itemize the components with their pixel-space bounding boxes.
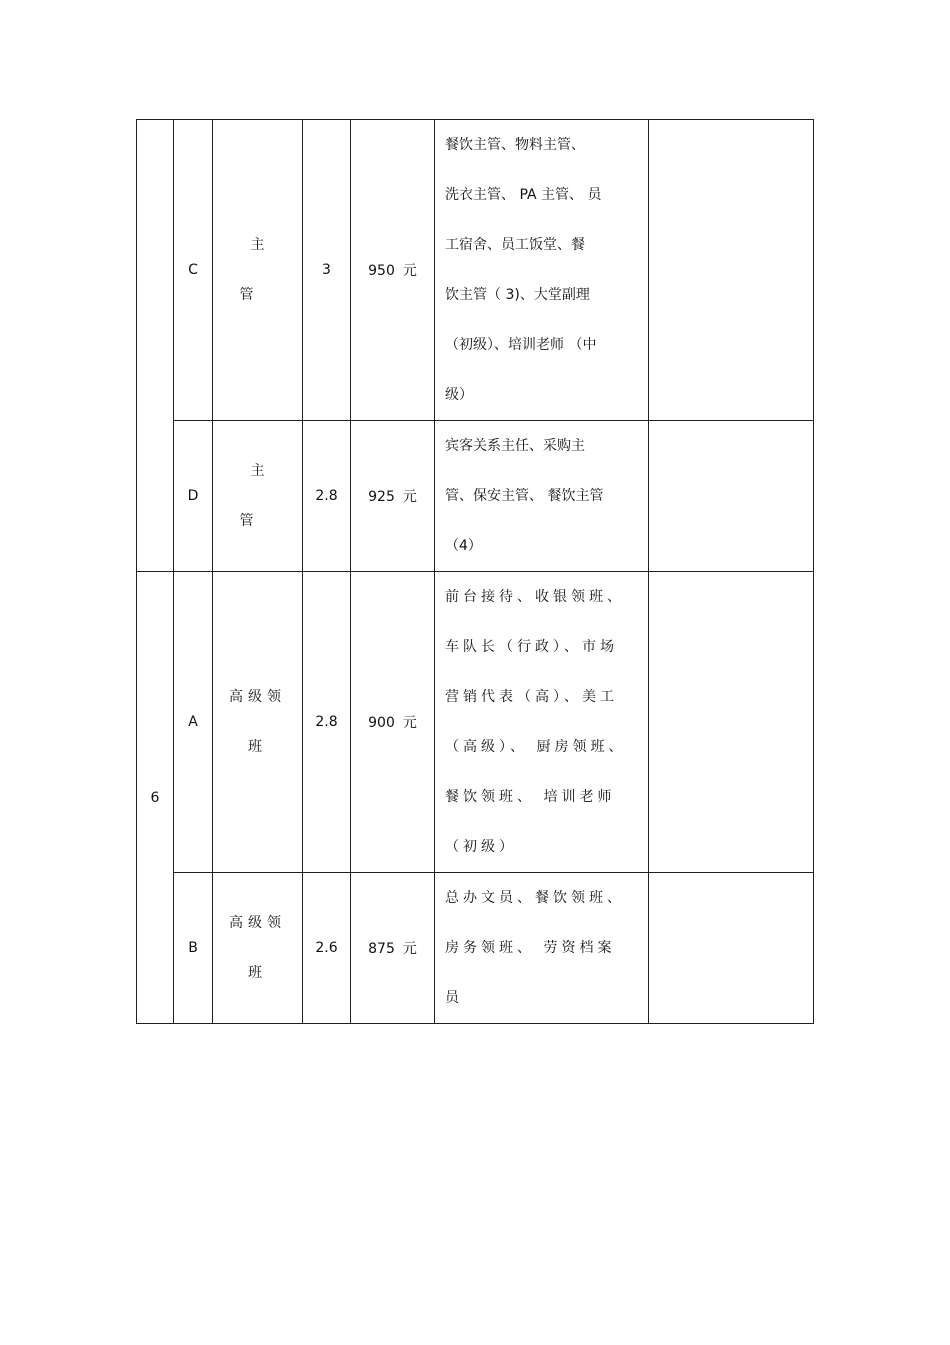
title-text: 班 bbox=[248, 965, 267, 981]
wage-unit: 元 bbox=[402, 263, 417, 279]
positions-line: 级） bbox=[445, 387, 473, 403]
positions-line: 宾客关系主任、采购主 bbox=[445, 438, 585, 454]
positions-line: 工宿舍、员工饭堂、餐 bbox=[445, 237, 585, 253]
coefficient-cell: 2.8 bbox=[303, 421, 351, 572]
coefficient-cell: 2.6 bbox=[303, 873, 351, 1024]
wage-cell bbox=[351, 572, 435, 873]
title-text: 主管 bbox=[239, 463, 287, 529]
wage-amount: 875 bbox=[368, 941, 395, 957]
group-number-cell: 6 bbox=[137, 572, 174, 1024]
positions-line: 洗衣主管、 PA 主管、 员 bbox=[445, 187, 602, 203]
wage-amount: 900 bbox=[368, 715, 395, 731]
positions-line: 房务领班、 劳资档案 bbox=[445, 940, 616, 956]
title-text: 主管 bbox=[239, 237, 287, 303]
wage-unit: 元 bbox=[402, 715, 417, 731]
wage-cell bbox=[351, 873, 435, 1024]
positions-line: （初级） bbox=[445, 839, 517, 855]
coefficient-cell: 2.8 bbox=[303, 572, 351, 873]
table-row bbox=[137, 873, 814, 1024]
title-cell bbox=[213, 572, 303, 873]
title-text: 高级领 bbox=[229, 915, 286, 931]
positions-cell bbox=[435, 120, 649, 421]
positions-cell bbox=[435, 572, 649, 873]
note-cell bbox=[649, 873, 814, 1024]
positions-line: （4） bbox=[445, 538, 482, 554]
level-cell: C bbox=[174, 120, 213, 421]
positions-line: 饮主管（ 3)、大堂副理 bbox=[445, 287, 590, 303]
note-cell bbox=[649, 120, 814, 421]
positions-line: （高级）、 厨房领班、 bbox=[445, 739, 627, 755]
group-number-cell bbox=[137, 120, 174, 572]
positions-line: 车队长（行政）、市场 bbox=[445, 639, 618, 655]
salary-grade-table bbox=[136, 119, 814, 1024]
table-row bbox=[137, 120, 814, 421]
positions-line: 餐饮主管、物料主管、 bbox=[445, 137, 585, 153]
wage-unit: 元 bbox=[402, 941, 417, 957]
positions-line: 员 bbox=[445, 990, 463, 1006]
wage-amount: 950 bbox=[368, 263, 395, 279]
title-cell bbox=[213, 120, 303, 421]
positions-line: 管、保安主管、 餐饮主管 bbox=[445, 488, 604, 504]
note-cell bbox=[649, 421, 814, 572]
wage-amount: 925 bbox=[368, 489, 395, 505]
level-cell: A bbox=[174, 572, 213, 873]
positions-line: 营销代表（高）、美工 bbox=[445, 689, 618, 705]
table-row bbox=[137, 572, 814, 873]
positions-line: （初级）、培训老师 （中 bbox=[445, 337, 597, 353]
wage-cell bbox=[351, 120, 435, 421]
title-cell bbox=[213, 873, 303, 1024]
note-cell bbox=[649, 572, 814, 873]
positions-line: 前台接待、收银领班、 bbox=[445, 589, 625, 605]
positions-cell bbox=[435, 873, 649, 1024]
title-cell bbox=[213, 421, 303, 572]
positions-line: 餐饮领班、 培训老师 bbox=[445, 789, 616, 805]
level-cell: D bbox=[174, 421, 213, 572]
wage-cell bbox=[351, 421, 435, 572]
level-cell: B bbox=[174, 873, 213, 1024]
title-text: 高级领 bbox=[229, 689, 286, 705]
coefficient-cell: 3 bbox=[303, 120, 351, 421]
title-text: 班 bbox=[248, 739, 267, 755]
positions-cell bbox=[435, 421, 649, 572]
table-row bbox=[137, 421, 814, 572]
positions-line: 总办文员、餐饮领班、 bbox=[445, 890, 625, 906]
wage-unit: 元 bbox=[402, 489, 417, 505]
